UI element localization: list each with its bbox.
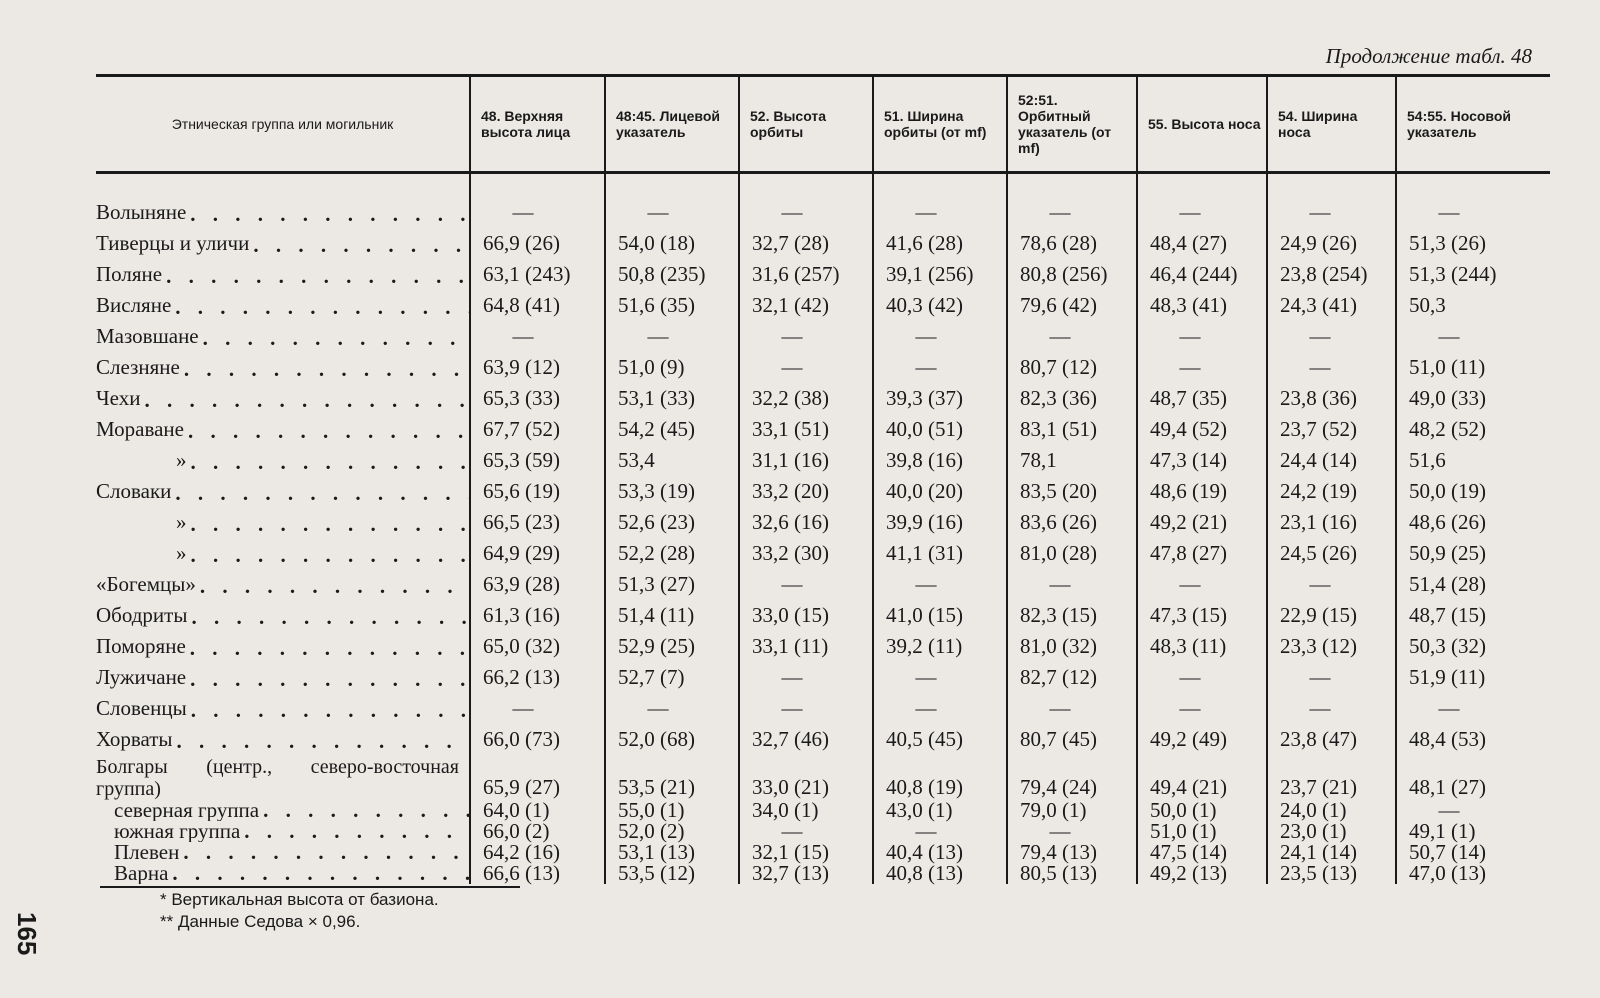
column-header-8: 54:55. Носовой указатель [1396, 76, 1550, 173]
value-cell: 65,6 (19) [470, 473, 605, 504]
dot-leader [190, 669, 469, 690]
value-cell: 33,1 (51) [739, 411, 873, 442]
group-name: Плевен [114, 842, 180, 863]
dot-leader [191, 545, 470, 566]
value-cell: 51,6 [1396, 442, 1550, 473]
table-row [96, 821, 1550, 842]
value-cell: 39,2 (11) [873, 628, 1007, 659]
value-cell: 43,0 (1) [873, 800, 1007, 821]
group-name: «Богемцы» [96, 572, 196, 596]
footnote-1: * Вертикальная высота от базиона. [160, 890, 439, 909]
table-body [96, 173, 1550, 885]
value-cell: — [1267, 194, 1396, 225]
column-header-5: 52:51. Орбитный указатель (от mf) [1007, 76, 1137, 173]
value-cell: 23,8 (36) [1267, 380, 1396, 411]
value-cell: 82,3 (15) [1007, 597, 1137, 628]
value-cell: 51,0 (11) [1396, 349, 1550, 380]
group-name: Волыняне [96, 200, 187, 224]
value-cell: 82,3 (36) [1007, 380, 1137, 411]
value-cell: 63,1 (243) [470, 256, 605, 287]
table-continuation-label: Продолжение табл. 48 [1325, 44, 1532, 68]
value-cell: 23,5 (13) [1267, 863, 1396, 884]
value-cell: 49,4 (21) [1137, 752, 1267, 800]
dot-leader [191, 452, 470, 473]
table-row [96, 628, 1550, 659]
value-cell: — [1007, 690, 1137, 721]
value-cell: 79,6 (42) [1007, 287, 1137, 318]
value-cell: 46,4 (244) [1137, 256, 1267, 287]
value-cell: 80,5 (13) [1007, 863, 1137, 884]
value-cell: 51,0 (9) [605, 349, 739, 380]
value-cell: 53,5 (12) [605, 863, 739, 884]
value-cell: 52,0 (68) [605, 721, 739, 752]
value-cell: 79,4 (24) [1007, 752, 1137, 800]
value-cell: 32,7 (28) [739, 225, 873, 256]
group-cell [96, 318, 470, 349]
dot-leader [166, 266, 469, 287]
table-row [96, 504, 1550, 535]
dot-leader [253, 235, 469, 256]
value-cell: — [1267, 566, 1396, 597]
data-table [96, 74, 1550, 884]
dot-leader [183, 842, 469, 863]
value-cell: — [739, 566, 873, 597]
value-cell: 23,1 (16) [1267, 504, 1396, 535]
group-cell [96, 194, 470, 225]
group-cell [96, 256, 470, 287]
value-cell: 54,2 (45) [605, 411, 739, 442]
value-cell: 50,8 (235) [605, 256, 739, 287]
value-cell: 65,3 (59) [470, 442, 605, 473]
value-cell: 48,3 (11) [1137, 628, 1267, 659]
dot-leader [263, 800, 469, 821]
value-cell: 39,3 (37) [873, 380, 1007, 411]
value-cell: 32,7 (13) [739, 863, 873, 884]
value-cell: 49,2 (49) [1137, 721, 1267, 752]
value-cell: 40,3 (42) [873, 287, 1007, 318]
value-cell: 48,2 (52) [1396, 411, 1550, 442]
footnotes [100, 886, 520, 932]
group-name: Словаки [96, 479, 172, 503]
group-cell [96, 442, 470, 473]
value-cell: 47,5 (14) [1137, 842, 1267, 863]
value-cell: 64,0 (1) [470, 800, 605, 821]
value-cell: 48,7 (15) [1396, 597, 1550, 628]
value-cell: 40,0 (51) [873, 411, 1007, 442]
value-cell: — [739, 821, 873, 842]
group-name: » [176, 510, 187, 534]
value-cell: — [1007, 318, 1137, 349]
group-name: Словенцы [96, 696, 187, 720]
value-cell: 47,3 (14) [1137, 442, 1267, 473]
group-cell [96, 721, 470, 752]
value-cell: — [470, 690, 605, 721]
group-name: Хорваты [96, 727, 173, 751]
value-cell: — [1007, 566, 1137, 597]
value-cell: 41,0 (15) [873, 597, 1007, 628]
dot-leader [203, 328, 469, 349]
group-name: Чехи [96, 386, 141, 410]
column-header-group: Этническая группа или могильник [96, 76, 470, 173]
value-cell: — [739, 194, 873, 225]
dot-leader [175, 297, 469, 318]
value-cell: 23,3 (12) [1267, 628, 1396, 659]
group-cell [96, 380, 470, 411]
column-header-2: 48:45. Лицевой указатель [605, 76, 739, 173]
column-header-1: 48. Верхняя высота лица [470, 76, 605, 173]
value-cell: 65,0 (32) [470, 628, 605, 659]
value-cell: — [739, 659, 873, 690]
group-cell [96, 411, 470, 442]
column-header-6: 55. Высота носа [1137, 76, 1267, 173]
value-cell: 40,8 (19) [873, 752, 1007, 800]
value-cell: 31,6 (257) [739, 256, 873, 287]
value-cell: 51,9 (11) [1396, 659, 1550, 690]
value-cell: 53,5 (21) [605, 752, 739, 800]
value-cell: — [1267, 659, 1396, 690]
value-cell: 23,8 (254) [1267, 256, 1396, 287]
value-cell: — [873, 659, 1007, 690]
value-cell: — [1396, 800, 1550, 821]
value-cell: 66,0 (73) [470, 721, 605, 752]
dot-leader [191, 700, 469, 721]
table-row [96, 411, 1550, 442]
value-cell: 24,4 (14) [1267, 442, 1396, 473]
table-row [96, 842, 1550, 863]
value-cell: 47,0 (13) [1396, 863, 1550, 884]
value-cell: 23,7 (52) [1267, 411, 1396, 442]
value-cell: — [605, 318, 739, 349]
group-cell [96, 800, 470, 821]
value-cell: 50,0 (19) [1396, 473, 1550, 504]
group-name: Висляне [96, 293, 172, 317]
value-cell: 51,0 (1) [1137, 821, 1267, 842]
value-cell: 24,1 (14) [1267, 842, 1396, 863]
column-header-7: 54. Ширина носа [1267, 76, 1396, 173]
value-cell: — [470, 194, 605, 225]
value-cell: — [470, 318, 605, 349]
dot-leader [177, 731, 469, 752]
value-cell: 50,9 (25) [1396, 535, 1550, 566]
value-cell: 49,2 (21) [1137, 504, 1267, 535]
value-cell: — [739, 318, 873, 349]
dot-leader [184, 359, 469, 380]
value-cell: 66,5 (23) [470, 504, 605, 535]
value-cell: 41,6 (28) [873, 225, 1007, 256]
group-name: Мораване [96, 417, 184, 441]
group-name: Поляне [96, 262, 163, 286]
value-cell: 41,1 (31) [873, 535, 1007, 566]
table-row [96, 287, 1550, 318]
dot-leader [190, 204, 469, 225]
value-cell: 24,5 (26) [1267, 535, 1396, 566]
dot-leader [200, 576, 469, 597]
group-name: Слезняне [96, 355, 180, 379]
value-cell: 48,4 (27) [1137, 225, 1267, 256]
column-header-4: 51. Ширина орбиты (от mf) [873, 76, 1007, 173]
group-name: Ободриты [96, 603, 188, 627]
value-cell: 53,4 [605, 442, 739, 473]
value-cell: 39,8 (16) [873, 442, 1007, 473]
value-cell: 51,3 (27) [605, 566, 739, 597]
value-cell: 40,5 (45) [873, 721, 1007, 752]
value-cell: 33,0 (15) [739, 597, 873, 628]
value-cell: 47,3 (15) [1137, 597, 1267, 628]
value-cell: 24,2 (19) [1267, 473, 1396, 504]
value-cell: 65,3 (33) [470, 380, 605, 411]
group-cell [96, 821, 470, 842]
value-cell: 47,8 (27) [1137, 535, 1267, 566]
value-cell: — [1137, 690, 1267, 721]
value-cell: — [605, 690, 739, 721]
group-cell [96, 628, 470, 659]
value-cell: 66,9 (26) [470, 225, 605, 256]
value-cell: — [1396, 318, 1550, 349]
value-cell: 51,6 (35) [605, 287, 739, 318]
value-cell: — [605, 194, 739, 225]
value-cell: 78,1 [1007, 442, 1137, 473]
value-cell: 79,4 (13) [1007, 842, 1137, 863]
value-cell: — [1137, 349, 1267, 380]
table-row [96, 800, 1550, 821]
footnote-2: ** Данные Седова × 0,96. [160, 912, 361, 931]
table-row [96, 318, 1550, 349]
value-cell: 53,3 (19) [605, 473, 739, 504]
table-row [96, 442, 1550, 473]
value-cell: 81,0 (32) [1007, 628, 1137, 659]
value-cell: 52,9 (25) [605, 628, 739, 659]
group-cell [96, 225, 470, 256]
dot-leader [244, 821, 469, 842]
dot-leader [144, 390, 469, 411]
value-cell: 80,7 (12) [1007, 349, 1137, 380]
group-cell [96, 473, 470, 504]
group-name: » [176, 448, 187, 472]
value-cell: 79,0 (1) [1007, 800, 1137, 821]
table-row [96, 380, 1550, 411]
value-cell: 33,0 (21) [739, 752, 873, 800]
table-row [96, 349, 1550, 380]
value-cell: 83,1 (51) [1007, 411, 1137, 442]
table-row [96, 256, 1550, 287]
group-name: » [176, 541, 187, 565]
value-cell: 80,8 (256) [1007, 256, 1137, 287]
value-cell: 53,1 (13) [605, 842, 739, 863]
table-row [96, 535, 1550, 566]
value-cell: 64,9 (29) [470, 535, 605, 566]
group-name: южная группа [114, 821, 241, 842]
value-cell: 48,1 (27) [1396, 752, 1550, 800]
value-cell: 48,7 (35) [1137, 380, 1267, 411]
value-cell: 40,4 (13) [873, 842, 1007, 863]
table-row [96, 752, 1550, 800]
value-cell: 54,0 (18) [605, 225, 739, 256]
value-cell: — [1267, 690, 1396, 721]
value-cell: 32,6 (16) [739, 504, 873, 535]
group-cell [96, 504, 470, 535]
value-cell: 32,1 (15) [739, 842, 873, 863]
value-cell: 33,1 (11) [739, 628, 873, 659]
group-name: северная группа [114, 800, 260, 821]
table-row [96, 659, 1550, 690]
dot-leader [190, 638, 469, 659]
value-cell: 40,8 (13) [873, 863, 1007, 884]
value-cell: 52,7 (7) [605, 659, 739, 690]
value-cell: 66,6 (13) [470, 863, 605, 884]
value-cell: 51,4 (28) [1396, 566, 1550, 597]
value-cell: 49,0 (33) [1396, 380, 1550, 411]
table-row [96, 225, 1550, 256]
value-cell: — [1267, 349, 1396, 380]
value-cell: 48,6 (19) [1137, 473, 1267, 504]
value-cell: 51,4 (11) [605, 597, 739, 628]
dot-leader [188, 421, 469, 442]
value-cell: 83,5 (20) [1007, 473, 1137, 504]
table-row [96, 863, 1550, 884]
value-cell: 78,6 (28) [1007, 225, 1137, 256]
group-name: Лужичане [96, 665, 187, 689]
group-cell [96, 659, 470, 690]
value-cell: 63,9 (12) [470, 349, 605, 380]
value-cell: 64,8 (41) [470, 287, 605, 318]
group-name: Мазовшане [96, 324, 199, 348]
value-cell: 50,0 (1) [1137, 800, 1267, 821]
value-cell: 23,8 (47) [1267, 721, 1396, 752]
value-cell: 52,2 (28) [605, 535, 739, 566]
value-cell: 64,2 (16) [470, 842, 605, 863]
value-cell: 24,9 (26) [1267, 225, 1396, 256]
group-cell [96, 690, 470, 721]
value-cell: — [1137, 566, 1267, 597]
value-cell: 49,2 (13) [1137, 863, 1267, 884]
dot-leader [175, 483, 469, 504]
value-cell: 32,1 (42) [739, 287, 873, 318]
value-cell: 80,7 (45) [1007, 721, 1137, 752]
value-cell: — [1396, 690, 1550, 721]
dot-leader [191, 607, 469, 628]
group-cell [96, 349, 470, 380]
value-cell: 32,2 (38) [739, 380, 873, 411]
table-row [96, 194, 1550, 225]
value-cell: 48,6 (26) [1396, 504, 1550, 535]
value-cell: 33,2 (20) [739, 473, 873, 504]
value-cell: — [873, 318, 1007, 349]
table-row [96, 473, 1550, 504]
group-name: Тиверцы и уличи [96, 231, 250, 255]
value-cell: 82,7 (12) [1007, 659, 1137, 690]
header-row [96, 76, 1550, 173]
value-cell: — [1267, 318, 1396, 349]
value-cell: 48,4 (53) [1396, 721, 1550, 752]
value-cell: — [739, 690, 873, 721]
value-cell: — [1137, 659, 1267, 690]
value-cell: — [739, 349, 873, 380]
value-cell: 23,7 (21) [1267, 752, 1396, 800]
value-cell: — [1137, 318, 1267, 349]
value-cell: 67,7 (52) [470, 411, 605, 442]
value-cell: 50,7 (14) [1396, 842, 1550, 863]
value-cell: — [1007, 821, 1137, 842]
group-cell [96, 752, 470, 800]
group-cell [96, 863, 470, 884]
value-cell: — [1007, 194, 1137, 225]
value-cell: 23,0 (1) [1267, 821, 1396, 842]
value-cell: — [1396, 194, 1550, 225]
value-cell: 32,7 (46) [739, 721, 873, 752]
value-cell: 31,1 (16) [739, 442, 873, 473]
dot-leader [172, 863, 469, 884]
value-cell: 39,1 (256) [873, 256, 1007, 287]
value-cell: 51,3 (244) [1396, 256, 1550, 287]
value-cell: — [873, 821, 1007, 842]
table-row [96, 690, 1550, 721]
group-cell [96, 566, 470, 597]
value-cell: 49,4 (52) [1137, 411, 1267, 442]
group-cell [96, 287, 470, 318]
group-name: Варна [114, 863, 169, 884]
dot-leader [191, 514, 470, 535]
value-cell: 34,0 (1) [739, 800, 873, 821]
group-cell [96, 535, 470, 566]
page-number: 165 [12, 912, 42, 956]
value-cell: 61,3 (16) [470, 597, 605, 628]
table-row [96, 721, 1550, 752]
column-header-3: 52. Высота орбиты [739, 76, 873, 173]
value-cell: 48,3 (41) [1137, 287, 1267, 318]
value-cell: 51,3 (26) [1396, 225, 1550, 256]
value-cell: 66,0 (2) [470, 821, 605, 842]
value-cell: 52,6 (23) [605, 504, 739, 535]
value-cell: — [1137, 194, 1267, 225]
group-cell [96, 842, 470, 863]
value-cell: 63,9 (28) [470, 566, 605, 597]
value-cell: 39,9 (16) [873, 504, 1007, 535]
spacer-row [96, 173, 1550, 195]
value-cell: 22,9 (15) [1267, 597, 1396, 628]
value-cell: — [873, 349, 1007, 380]
value-cell: 40,0 (20) [873, 473, 1007, 504]
value-cell: 49,1 (1) [1396, 821, 1550, 842]
value-cell: 83,6 (26) [1007, 504, 1137, 535]
value-cell: 65,9 (27) [470, 752, 605, 800]
value-cell: 81,0 (28) [1007, 535, 1137, 566]
value-cell: — [873, 194, 1007, 225]
value-cell: 66,2 (13) [470, 659, 605, 690]
value-cell: 24,3 (41) [1267, 287, 1396, 318]
value-cell: 52,0 (2) [605, 821, 739, 842]
table-row [96, 566, 1550, 597]
value-cell: 50,3 (32) [1396, 628, 1550, 659]
value-cell: 53,1 (33) [605, 380, 739, 411]
value-cell: 33,2 (30) [739, 535, 873, 566]
value-cell: — [873, 566, 1007, 597]
value-cell: 24,0 (1) [1267, 800, 1396, 821]
group-cell [96, 597, 470, 628]
group-name: Болгары (центр., северо-восточная группа) [96, 756, 459, 800]
table-row [96, 597, 1550, 628]
value-cell: — [873, 690, 1007, 721]
value-cell: 50,3 [1396, 287, 1550, 318]
value-cell: 55,0 (1) [605, 800, 739, 821]
group-name: Поморяне [96, 634, 186, 658]
